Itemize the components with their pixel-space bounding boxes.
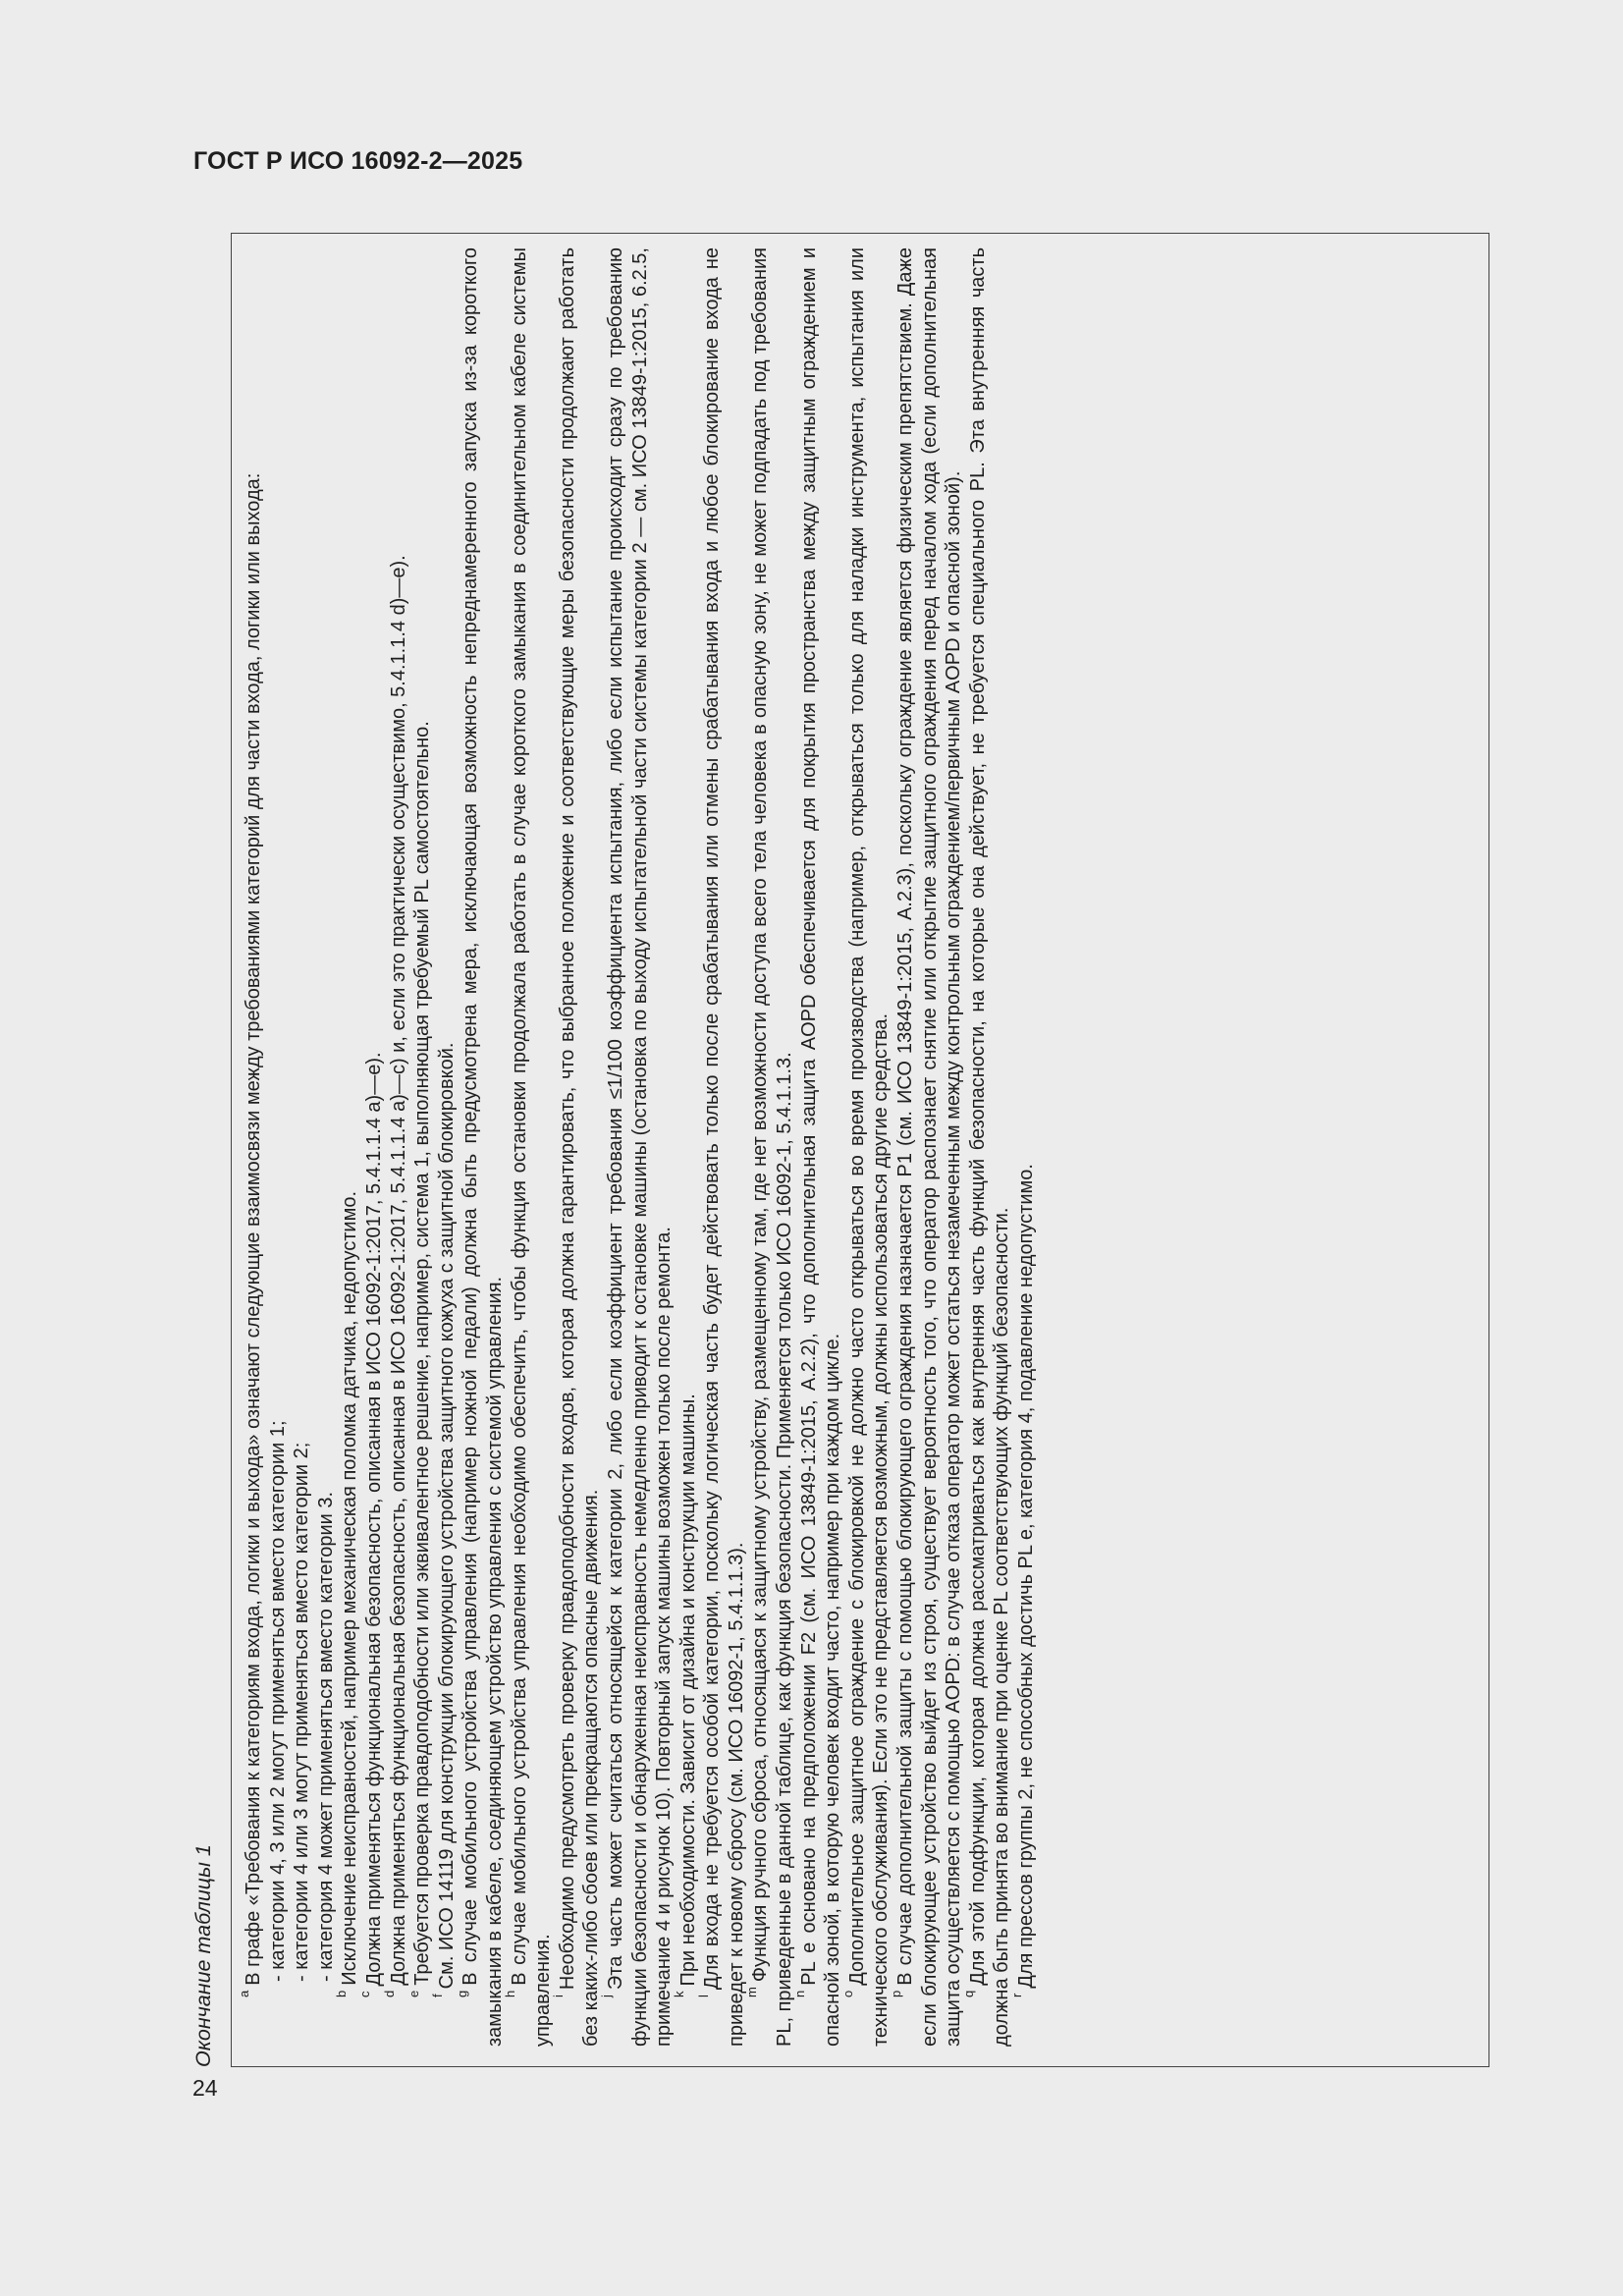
rotated-table-continuation	[191, 211, 1497, 2067]
footnote-marker: q	[961, 1990, 977, 1997]
footnote-text: В случае дополнительной защиты с помощью блокирующего ограждения назначается P1 (см. ИСО 13849-1:2015, A.2.3), поскольку ограждение является физическим препятствием. Даже если блокирующее устройство выйдет из строя, существует вероятность того, что оператор распознает снятие или открытие защитного ограждения перед началом хода (если дополнительная защита осуществляется с помощью AOPD: в случае отказа оператор может остаться незамеченным между контрольным ограждением/первичным AOPD и опасной зоной).	[894, 247, 965, 2047]
table-footnotes-box	[231, 233, 1489, 2067]
footnote-e	[406, 247, 435, 2047]
footnote-text: В случае мобильного устройства управления необходимо обеспечить, чтобы функция остановки продолжала работать в случае короткого замыкания в соединительном кабеле системы управления.	[508, 247, 555, 2047]
footnote-b	[333, 247, 362, 2047]
footnote-text: Требуется проверка правдоподобности или эквивалентное решение, например, система 1, выполняющая требуемый PL самостоятельно.	[411, 721, 434, 1986]
footnote-marker: l	[695, 1995, 711, 1997]
footnote-p	[889, 247, 966, 2047]
footnote-marker: m	[743, 1987, 759, 1997]
footnote-i	[551, 247, 604, 2047]
footnote-text: Для этой подфункции, которая должна рассматриваться как внутренняя часть функций безопасности, на которые она действует, не требуется специального PL. Эта внутренняя часть должна быть принята во внимание при оценке PL соответствующих функций безопасности.	[966, 247, 1013, 2047]
footnote-m	[743, 247, 796, 2047]
footnote-f	[430, 247, 460, 2047]
footnote-marker: h	[502, 1990, 517, 1997]
footnote-marker: p	[889, 1990, 904, 1997]
footnote-marker: a	[237, 1990, 252, 1997]
footnote-k	[672, 247, 701, 2047]
footnote-marker: k	[672, 1991, 687, 1997]
table-caption: Окончание таблицы 1	[191, 1844, 215, 2067]
footnote-g	[454, 247, 507, 2047]
footnote-q	[961, 247, 1014, 2047]
footnote-text: Для прессов группы 2, не способных достичь PL e, категория 4, подавление недопустимо.	[1015, 1164, 1037, 1989]
footnote-r	[1009, 247, 1039, 2047]
footnote-marker: e	[406, 1990, 421, 1997]
footnote-marker: b	[333, 1990, 349, 1997]
footnote-text: Для входа не требуется особой категории, поскольку логическая часть будет действовать только после срабатывания или отмены срабатывания входа и любое блокирование входа не приведет к новому сбросу (см. ИСО 16092-1, 5.4.1.1.3).	[701, 247, 747, 2047]
footnote-marker: g	[454, 1990, 469, 1997]
footnote-a	[237, 247, 266, 2047]
footnote-marker: j	[599, 1995, 615, 1997]
footnote-h	[502, 247, 556, 2047]
footnote-j	[599, 247, 676, 2047]
footnote-text: PL e основано на предположении F2 (см. ИСО 13849-1:2015, A.2.2), что дополнительная защита AOPD обеспечивается для покрытия пространства между защитным ограждением и опасной зоной, в которую человек входит часто, например при каждом цикле.	[797, 247, 844, 2047]
footnote-text: Должна применяться функциональная безопасность, описанная в ИСО 16092-1:2017, 5.4.1.1.4 a)—c) и, если это практически осуществимо, 5.4.1.1.4 d)—e).	[387, 555, 409, 1986]
footnote-n	[792, 247, 845, 2047]
footnote-l	[695, 247, 748, 2047]
footnote-text: Исключение неисправностей, например механическая поломка датчика, недопустимо.	[339, 1190, 361, 1986]
document-header-title: ГОСТ Р ИСО 16092-2—2025	[193, 147, 523, 175]
footnote-text: Должна применяться функциональная безопасность, описанная в ИСО 16092-1:2017, 5.4.1.1.4 a)—e).	[362, 1052, 385, 1987]
footnote-o	[840, 247, 893, 2047]
footnote-list-item: - категории 4 или 3 могут применяться вместо категории 2;	[291, 1442, 313, 1982]
footnote-text: Эта часть может считаться относящейся к категории 2, либо если коэффициент требования ≤1/100 коэффициента испытания, либо если испытание происходит сразу по требованию функции безопасности и обнаруженная неисправность немедленно приводит к остановке машины (остановка по выходу испытательной части системы категории 2 — см. ИСО 13849-1:2015, 6.2.5, примечание 4 и рисунок 10). Повторный запуск машины возможен только после ремонта.	[604, 247, 676, 2047]
footnote-text: В графе «Требования к категориям входа, логики и выхода» означают следующие взаимосвязи между требованиями категорий для части входа, логики или выхода:	[243, 472, 264, 1986]
footnote-text: Дополнительное защитное ограждение с блокировкой не должно часто открываться во время производства (например, открываться только для наладки инструмента, испытания или технического обслуживания). Если это не представляется возможным, должны использоваться другие средства.	[845, 247, 893, 2047]
footnote-text: Необходимо предусмотреть проверку правдоподобности входов, которая должна гарантировать, что выбранное положение и соответствующие меры безопасности продолжают работать без каких-либо сбоев или прекращаются опасные движения.	[556, 247, 603, 2047]
footnote-text: В случае мобильного устройства управления (например ножной педали) должна быть предусмотрена мера, исключающая возможность непреднамеренного запуска из-за короткого замыкания в кабеле, соединяющем устройство управления с системой управления.	[460, 247, 506, 2047]
footnote-marker: r	[1009, 1993, 1025, 1997]
footnote-list-item: - категория 4 может применяться вместо категории 3.	[314, 1491, 337, 1982]
page-number: 24	[192, 2075, 218, 2101]
footnote-d	[381, 247, 411, 2047]
footnote-marker: o	[840, 1990, 856, 1997]
footnote-text: См. ИСО 14119 для конструкции блокирующего устройства защитного кожуха с защитной блокировкой.	[435, 1042, 458, 1990]
footnote-list	[266, 247, 339, 2047]
footnote-text: Функция ручного сброса, относящаяся к защитному устройству, размещенному там, где нет возможности доступа всего тела человека в опасную зону, не может подпадать под требования PL, приведенные в данной таблице, как функция безопасности. Применяется только ИСО 16092-1, 5.4.1.1.3.	[749, 247, 796, 2047]
footnote-c	[357, 247, 387, 2047]
footnote-marker: f	[430, 1994, 446, 1997]
footnote-marker: c	[357, 1991, 373, 1997]
footnote-text: При необходимости. Зависит от дизайна и конструкции машины.	[676, 1394, 699, 1987]
footnote-list-item: - категории 4, 3 или 2 могут применяться вместо категории 1;	[266, 1420, 289, 1982]
footnote-marker: d	[381, 1990, 397, 1997]
footnote-marker: n	[792, 1990, 807, 1997]
footnote-marker: i	[551, 1995, 567, 1997]
